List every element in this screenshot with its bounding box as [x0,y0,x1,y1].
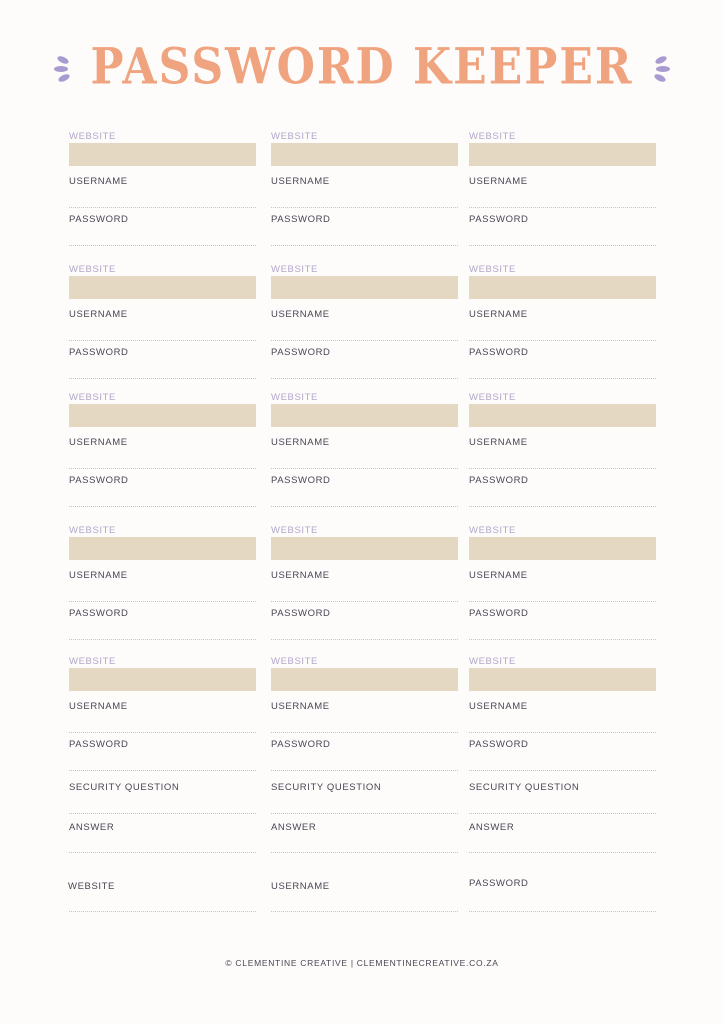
username-label: USERNAME [69,176,128,187]
website-field[interactable] [69,668,256,691]
sprig-icon [647,53,671,83]
password-label: PASSWORD [469,347,529,358]
website-label: WEBSITE [271,264,318,275]
page-title: PASSWORD KEEPER [90,38,634,97]
answer-line[interactable] [469,852,656,853]
username-line[interactable] [69,340,256,341]
extra-password-line[interactable] [469,911,656,912]
password-line[interactable] [271,639,458,640]
website-field[interactable] [271,276,458,299]
website-field[interactable] [469,537,656,560]
password-line[interactable] [271,378,458,379]
security-question-label: SECURITY QUESTION [69,782,180,793]
website-label: WEBSITE [69,131,116,142]
username-line[interactable] [69,732,256,733]
website-label: WEBSITE [469,392,516,403]
security-question-line[interactable] [271,813,458,814]
website-label: WEBSITE [469,525,516,536]
answer-line[interactable] [271,852,458,853]
username-label: USERNAME [469,176,528,187]
answer-label: ANSWER [69,822,115,833]
username-label: USERNAME [271,437,330,448]
website-label: WEBSITE [69,525,116,536]
answer-line[interactable] [69,852,256,853]
website-label: WEBSITE [69,264,116,275]
password-label: PASSWORD [469,608,529,619]
header [0,38,724,97]
password-line[interactable] [469,639,656,640]
username-label: USERNAME [271,309,330,320]
password-label: PASSWORD [69,347,129,358]
username-line[interactable] [469,468,656,469]
answer-label: ANSWER [271,822,317,833]
website-field[interactable] [469,668,656,691]
password-line[interactable] [69,378,256,379]
website-field[interactable] [271,668,458,691]
sprig-icon [53,53,77,83]
username-line[interactable] [69,601,256,602]
username-line[interactable] [469,732,656,733]
security-question-label: SECURITY QUESTION [271,782,382,793]
extra-username-line[interactable] [271,911,458,912]
username-line[interactable] [469,207,656,208]
password-label: PASSWORD [271,608,331,619]
password-line[interactable] [271,770,458,771]
website-field[interactable] [271,404,458,427]
footer-credit: © CLEMENTINE CREATIVE | CLEMENTINECREATIVE.CO.ZA [225,958,499,968]
password-label: PASSWORD [271,214,331,225]
username-label: USERNAME [271,570,330,581]
extra-website-line[interactable] [69,911,256,912]
website-field[interactable] [271,143,458,166]
website-field[interactable] [69,404,256,427]
password-label: PASSWORD [271,347,331,358]
website-label: WEBSITE [271,131,318,142]
username-label: USERNAME [69,701,128,712]
username-line[interactable] [69,207,256,208]
password-label: PASSWORD [271,475,331,486]
website-label: WEBSITE [69,392,116,403]
password-label: PASSWORD [469,739,529,750]
password-line[interactable] [469,378,656,379]
password-label: PASSWORD [469,214,529,225]
username-label: USERNAME [271,176,330,187]
username-label: USERNAME [271,701,330,712]
username-label: USERNAME [469,309,528,320]
username-line[interactable] [469,601,656,602]
website-label: WEBSITE [271,392,318,403]
password-label: PASSWORD [69,475,129,486]
security-question-line[interactable] [469,813,656,814]
username-label: USERNAME [69,309,128,320]
username-label: USERNAME [469,437,528,448]
username-line[interactable] [271,340,458,341]
password-label: PASSWORD [69,608,129,619]
security-question-label: SECURITY QUESTION [469,782,580,793]
username-line[interactable] [69,468,256,469]
security-question-line[interactable] [69,813,256,814]
password-line[interactable] [69,506,256,507]
website-field[interactable] [69,143,256,166]
website-label: WEBSITE [469,264,516,275]
password-label: PASSWORD [469,475,529,486]
website-field[interactable] [469,143,656,166]
password-line[interactable] [469,770,656,771]
extra-password-label: PASSWORD [469,878,529,889]
website-field[interactable] [69,537,256,560]
website-field[interactable] [271,537,458,560]
website-label: WEBSITE [271,525,318,536]
password-line[interactable] [69,245,256,246]
website-label: WEBSITE [469,131,516,142]
extra-username-label: USERNAME [271,881,330,892]
website-label: WEBSITE [271,656,318,667]
username-line[interactable] [469,340,656,341]
website-field[interactable] [69,276,256,299]
extra-website-label: WEBSITE [68,881,115,892]
password-line[interactable] [69,770,256,771]
username-line[interactable] [271,601,458,602]
password-line[interactable] [271,245,458,246]
username-line[interactable] [271,207,458,208]
username-line[interactable] [271,468,458,469]
password-line[interactable] [271,506,458,507]
username-line[interactable] [271,732,458,733]
website-label: WEBSITE [69,656,116,667]
username-label: USERNAME [69,570,128,581]
username-label: USERNAME [69,437,128,448]
password-label: PASSWORD [271,739,331,750]
username-label: USERNAME [469,701,528,712]
password-label: PASSWORD [69,739,129,750]
username-label: USERNAME [469,570,528,581]
password-line[interactable] [69,639,256,640]
password-line[interactable] [469,506,656,507]
password-label: PASSWORD [69,214,129,225]
website-label: WEBSITE [469,656,516,667]
website-field[interactable] [469,276,656,299]
website-field[interactable] [469,404,656,427]
password-line[interactable] [469,245,656,246]
answer-label: ANSWER [469,822,515,833]
